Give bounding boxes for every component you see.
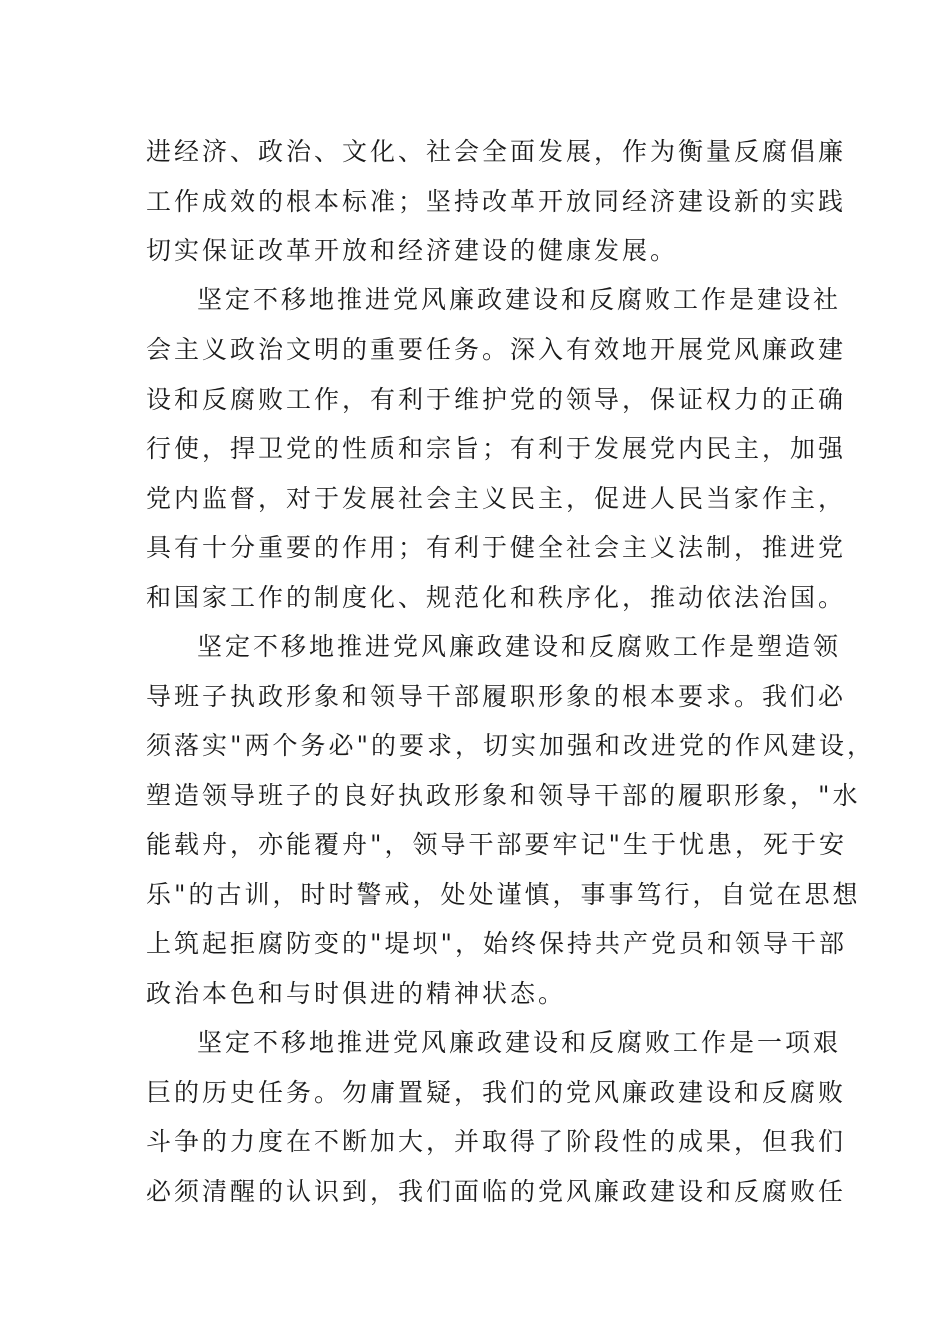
text-line: 设和反腐败工作，有利于维护党的领导，保证权力的正确 — [146, 385, 847, 414]
text-line: 进经济、政治、文化、社会全面发展，作为衡量反腐倡廉 — [146, 137, 847, 166]
text-line: 政治本色和与时俱进的精神状态。 — [146, 979, 567, 1008]
text-line: 行使，捍卫党的性质和宗旨；有利于发展党内民主，加强 — [146, 434, 847, 463]
text-line: 乐"的古训，时时警戒，处处谨慎，事事笃行，自觉在思想 — [146, 880, 861, 909]
text-line: 会主义政治文明的重要任务。深入有效地开展党风廉政建 — [146, 335, 847, 364]
text-line: 切实保证改革开放和经济建设的健康发展。 — [146, 236, 679, 265]
paragraph-first-line: 坚定不移地推进党风廉政建设和反腐败工作是一项艰 — [197, 1028, 842, 1057]
text-line: 上筑起拒腐防变的"堤坝"，始终保持共产党员和领导干部 — [146, 929, 848, 958]
text-line: 必须清醒的认识到，我们面临的党风廉政建设和反腐败任 — [146, 1177, 847, 1206]
paragraph-first-line: 坚定不移地推进党风廉政建设和反腐败工作是塑造领 — [197, 632, 842, 661]
text-line: 须落实"两个务必"的要求，切实加强和改进党的作风建设， — [146, 731, 876, 760]
text-line: 斗争的力度在不断加大，并取得了阶段性的成果，但我们 — [146, 1127, 847, 1156]
text-line: 能载舟，亦能覆舟"，领导干部要牢记"生于忧患，死于安 — [146, 830, 848, 859]
text-line: 导班子执政形象和领导干部履职形象的根本要求。我们必 — [146, 682, 847, 711]
text-line: 塑造领导班子的良好执政形象和领导干部的履职形象，"水 — [146, 781, 861, 810]
text-line: 巨的历史任务。勿庸置疑，我们的党风廉政建设和反腐败 — [146, 1078, 847, 1107]
paragraph-first-line: 坚定不移地推进党风廉政建设和反腐败工作是建设社 — [197, 285, 842, 314]
text-line: 工作成效的根本标准；坚持改革开放同经济建设新的实践 — [146, 187, 847, 216]
text-line: 和国家工作的制度化、规范化和秩序化，推动依法治国。 — [146, 583, 847, 612]
text-line: 具有十分重要的作用；有利于健全社会主义法制，推进党 — [146, 533, 847, 562]
text-line: 党内监督，对于发展社会主义民主，促进人民当家作主， — [146, 484, 847, 513]
